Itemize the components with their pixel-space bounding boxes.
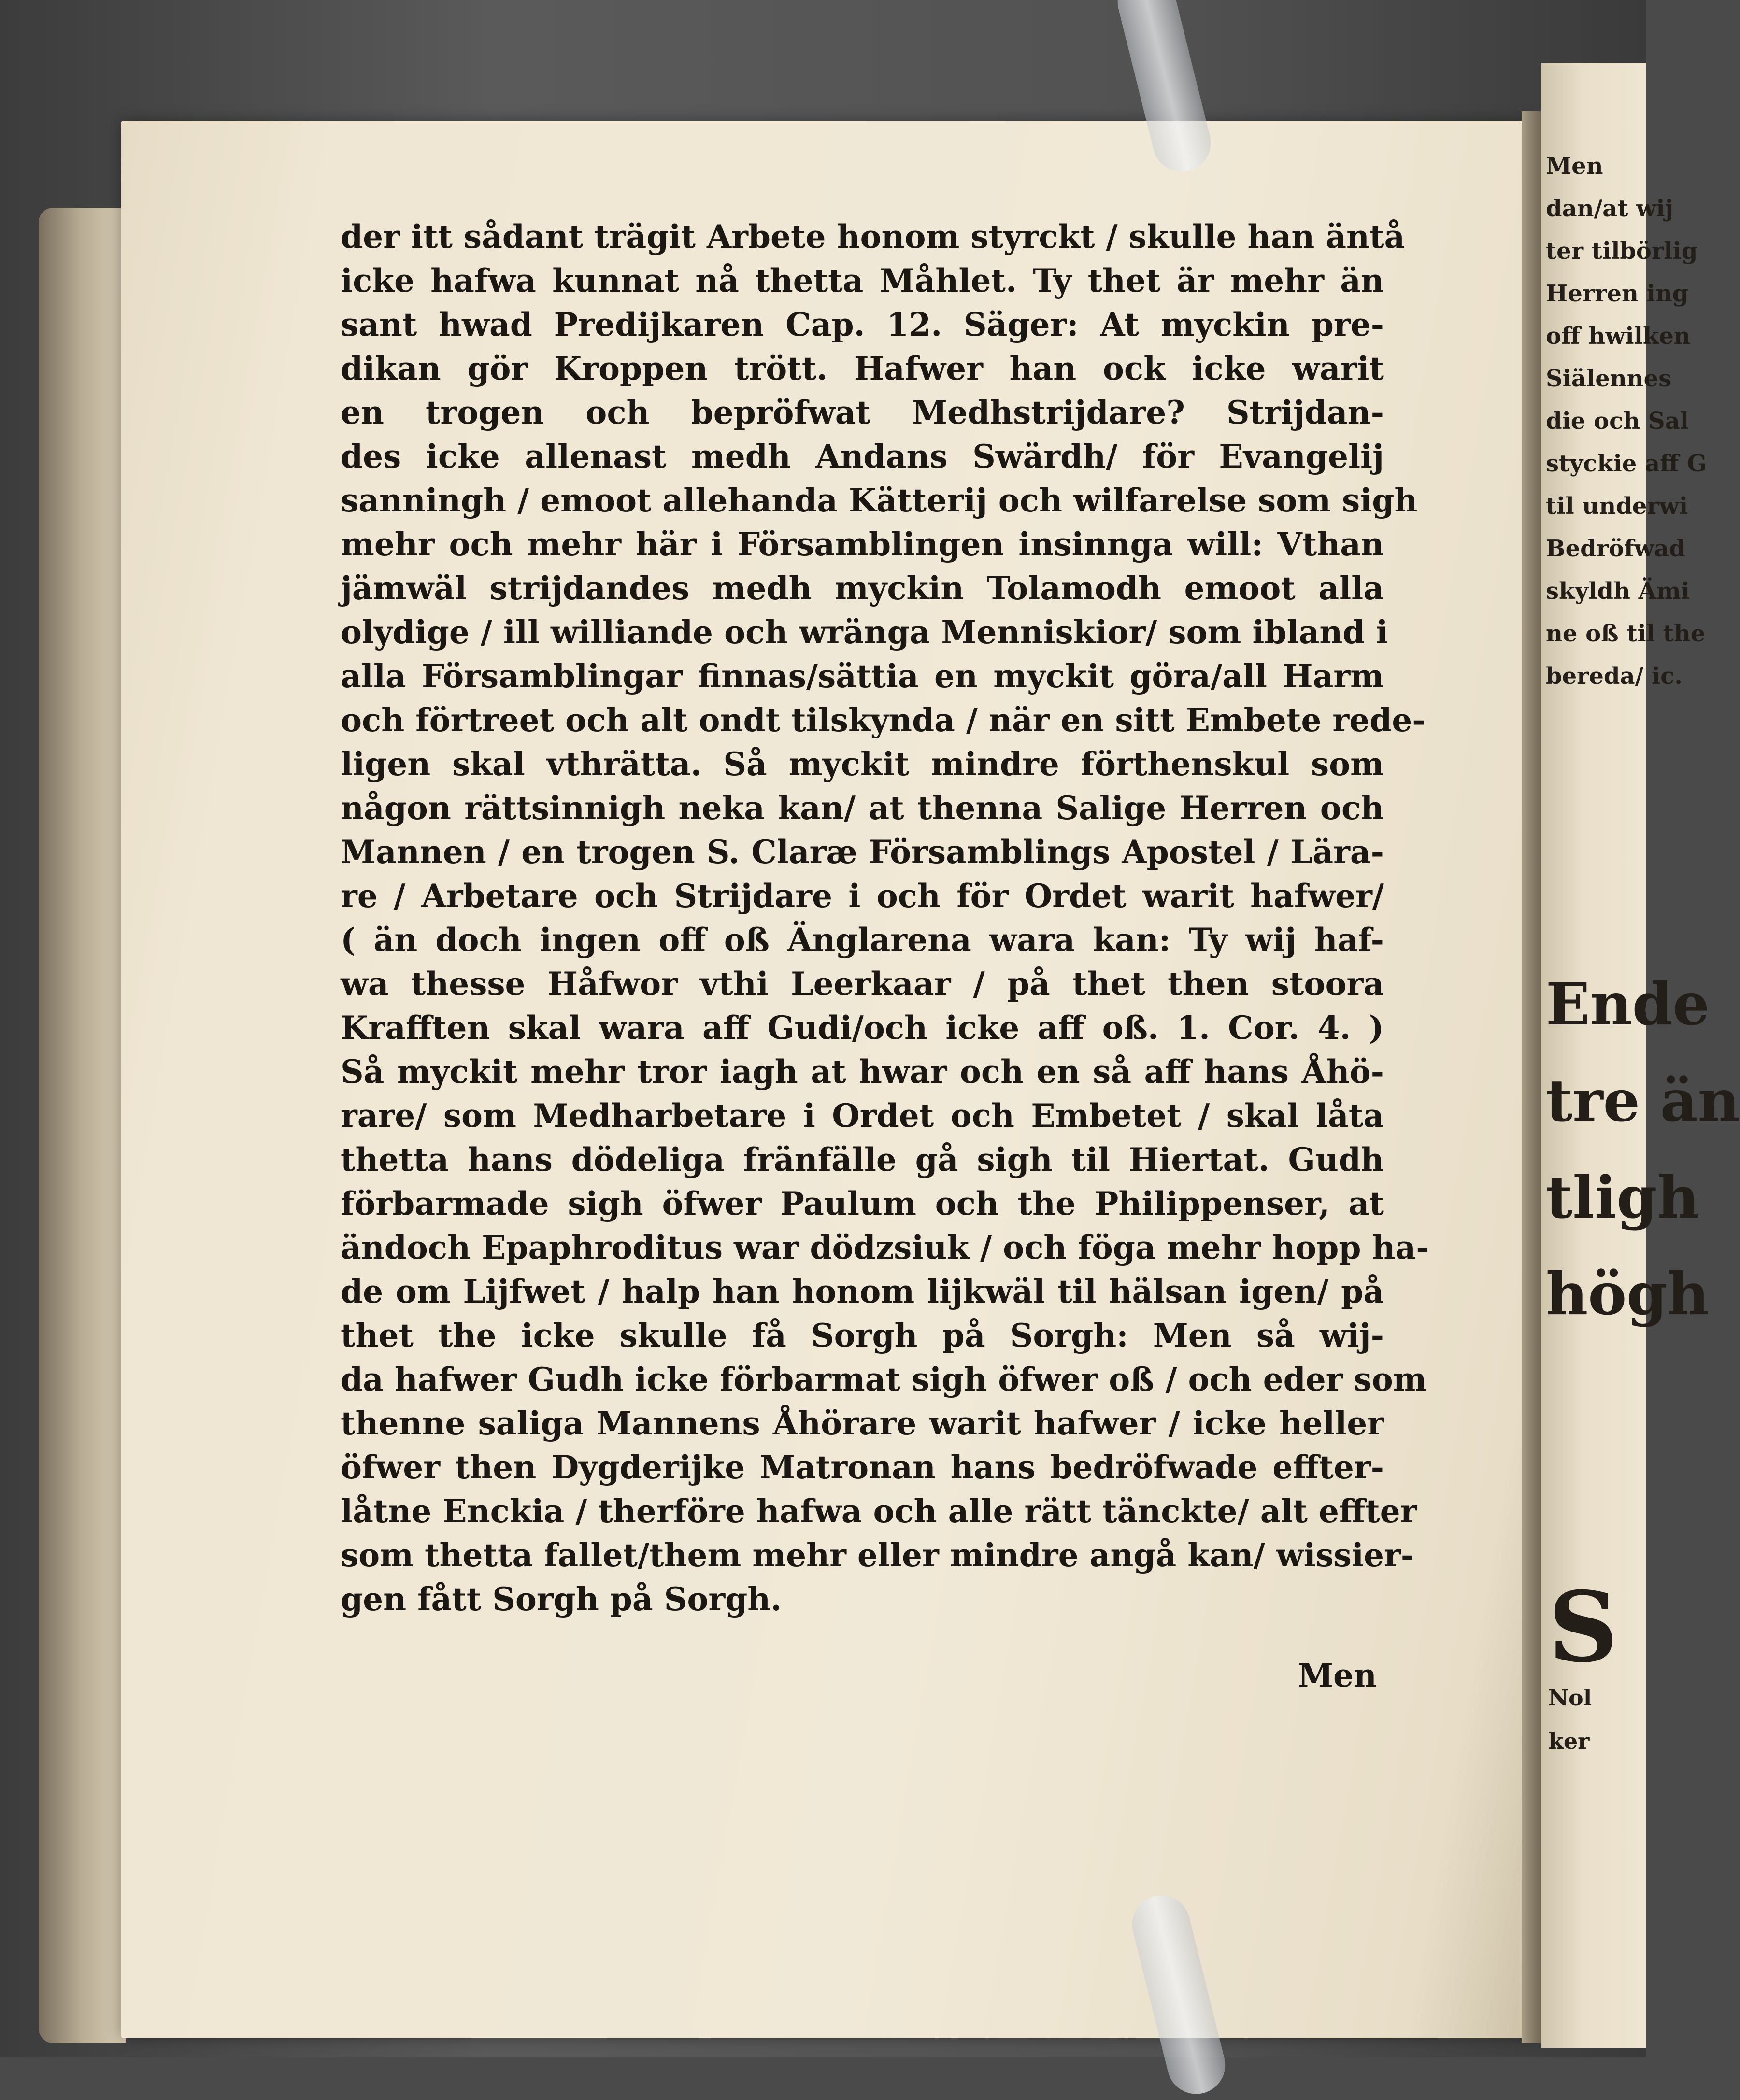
right-text-line: bereda/ ic.	[1546, 663, 1683, 690]
text-line: och förtreet och alt ondt tilskynda / när en sitt Embete rede-	[341, 701, 1426, 739]
text-line: alla Församblingar finnas/sättia en myckit göra/all Harm	[341, 657, 1384, 695]
catchword: Men	[1298, 1657, 1377, 1694]
text-line: mehr och mehr här i Församblingen insinnga will: Vthan	[341, 525, 1384, 563]
heading-line: tligh	[1546, 1164, 1699, 1232]
text-line: des icke allenast medh Andans Swärdh/ för Evangelij	[341, 438, 1384, 475]
heading-line: högh	[1546, 1260, 1710, 1328]
text-line: Mannen / en trogen S. Claræ Församblings Apostel / Lära-	[341, 833, 1384, 871]
book-edge	[39, 208, 126, 2043]
initial-side-line: Nol	[1548, 1685, 1592, 1711]
heading-line: tre än	[1546, 1067, 1740, 1135]
text-line: wa thesse Håfwor vthi Leerkaar / på thet then stoora	[341, 965, 1384, 1003]
right-text-line: Men	[1546, 153, 1603, 180]
right-text-line: skyldh Ämi	[1546, 578, 1690, 605]
right-text-line: styckie aff G	[1546, 450, 1707, 477]
text-line: låtne Enckia / therföre hafwa och alle rätt tänckte/ alt effter	[341, 1492, 1417, 1530]
right-page-heading	[1546, 956, 1740, 1343]
right-text-line: ter tilbörlig	[1546, 238, 1698, 265]
text-line: ändoch Epaphroditus war dödzsiuk / och föga mehr hopp ha-	[341, 1229, 1429, 1266]
right-text-line: Herren ing	[1546, 280, 1689, 307]
text-line: thetta hans dödeliga fränfälle gå sigh til Hiertat. Gudh	[341, 1141, 1384, 1178]
text-line: ligen skal vthrätta. Så myckit mindre förthenskul som	[341, 745, 1384, 783]
text-line: som thetta fallet/them mehr eller mindre angå kan/ wissier-	[341, 1536, 1414, 1574]
text-line: Så myckit mehr tror iagh at hwar och en så aff hans Åhö-	[341, 1053, 1384, 1091]
text-line: icke hafwa kunnat nå thetta Måhlet. Ty thet är mehr än	[341, 262, 1384, 299]
text-line: da hafwer Gudh icke förbarmat sigh öfwer oß / och eder som	[341, 1361, 1427, 1398]
left-page-text-block	[341, 215, 1429, 1621]
text-line: ( än doch ingen off oß Änglarena wara kan: Ty wij haf-	[341, 921, 1384, 959]
right-text-line: off hwilken	[1546, 323, 1691, 350]
text-line: en trogen och bepröfwat Medhstrijdare? Strijdan-	[341, 394, 1384, 431]
text-line: thet the icke skulle få Sorgh på Sorgh: Men så wij-	[341, 1317, 1384, 1354]
text-line: sanningh / emoot allehanda Kätterij och wilfarelse som sigh	[341, 482, 1418, 519]
right-text-line: Siälennes	[1546, 365, 1672, 392]
right-text-line: Bedröfwad	[1546, 535, 1685, 562]
text-line: dikan gör Kroppen trött. Hafwer han ock icke warit	[341, 350, 1384, 387]
text-line: sant hwad Predijkaren Cap. 12. Säger: At myckin pre-	[341, 306, 1384, 343]
text-line: thenne saliga Mannens Åhörare warit hafwer / icke heller	[341, 1405, 1384, 1442]
text-line: förbarmade sigh öfwer Paulum och the Philippenser, at	[341, 1185, 1384, 1222]
text-line: jämwäl strijdandes medh myckin Tolamodh emoot alla	[341, 569, 1384, 607]
text-line: olydige / ill williande och wränga Menniskior/ som ibland i	[341, 613, 1388, 651]
text-line: rare/ som Medharbetare i Ordet och Embetet / skal låta	[341, 1097, 1384, 1135]
text-line: gen fått Sorgh på Sorgh.	[341, 1580, 782, 1618]
text-line: der itt sådant trägit Arbete honom styrckt / skulle han äntå	[341, 218, 1405, 255]
initial-side-line: ker	[1548, 1728, 1590, 1754]
text-line: öfwer then Dygderijke Matronan hans bedröfwade effter-	[341, 1448, 1384, 1486]
right-text-line: dan/at wij	[1546, 195, 1673, 222]
text-line: någon rättsinnigh neka kan/ at thenna Salige Herren och	[341, 789, 1384, 827]
right-text-line: ne oß til the	[1546, 620, 1706, 647]
decorated-initial-block	[1548, 1571, 1646, 1763]
text-line: re / Arbetare och Strijdare i och för Ordet warit hafwer/	[341, 877, 1384, 915]
text-line: Krafften skal wara aff Gudi/och icke aff oß. 1. Cor. 4. )	[341, 1009, 1384, 1047]
initial-side-text	[1548, 1676, 1592, 1763]
heading-line: Ende	[1546, 970, 1710, 1038]
right-text-line: die och Sal	[1546, 408, 1689, 435]
right-text-line: til underwi	[1546, 493, 1688, 520]
text-line: de om Lijfwet / halp han honom lijkwäl til hälsan igen/ på	[341, 1273, 1384, 1310]
decorated-initial: S	[1548, 1571, 1618, 1684]
right-page-text-block	[1541, 145, 1707, 697]
